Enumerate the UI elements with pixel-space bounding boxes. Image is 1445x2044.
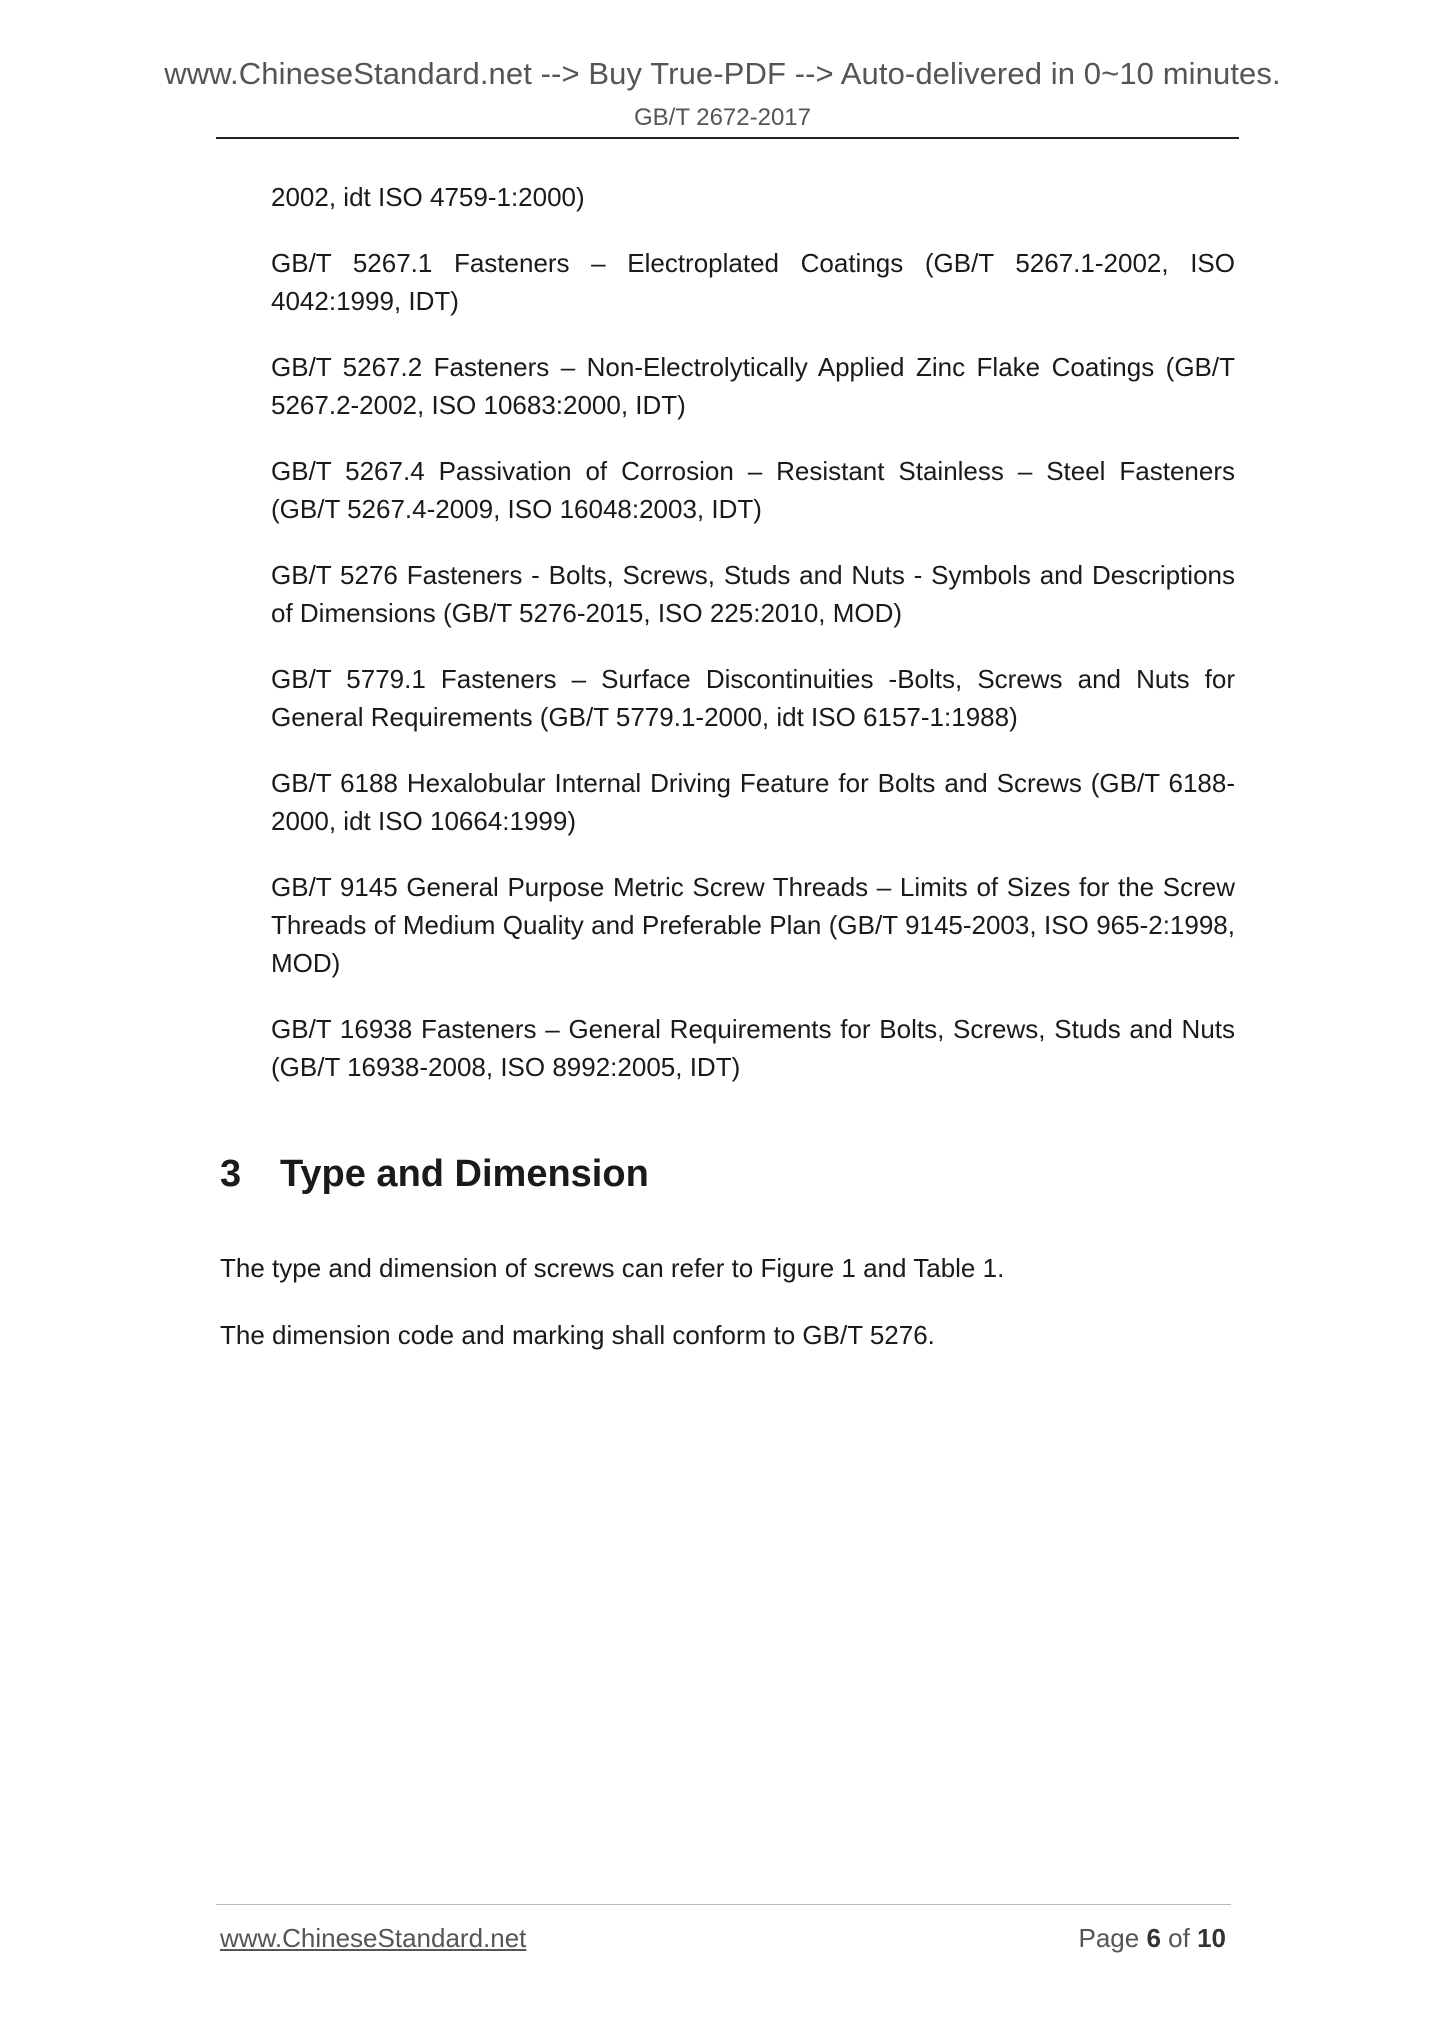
page-current: 6: [1146, 1923, 1161, 1953]
section-title: Type and Dimension: [280, 1153, 649, 1195]
header-divider: [216, 137, 1239, 139]
page-total: 10: [1197, 1923, 1226, 1953]
body-paragraph: The dimension code and marking shall conform to GB/T 5276.: [220, 1320, 935, 1350]
reference-item: GB/T 5267.2 Fasteners – Non-Electrolytically Applied Zinc Flake Coatings (GB/T 5267.2-2002, ISO 10683:2000, IDT): [271, 352, 1235, 420]
section-number: 3: [220, 1153, 242, 1195]
page-indicator: [1078, 1923, 1226, 1954]
page-label: Page: [1078, 1923, 1140, 1953]
reference-item: GB/T 5267.4 Passivation of Corrosion – Resistant Stainless – Steel Fasteners (GB/T 5267.4-2009, ISO 16048:2003, IDT): [271, 456, 1235, 524]
page-of-label: of: [1168, 1923, 1190, 1953]
document-number: GB/T 2672-2017: [633, 104, 811, 131]
normative-references-list: [271, 178, 1235, 1114]
reference-item: 2002, idt ISO 4759-1:2000): [271, 182, 585, 212]
reference-item: GB/T 9145 General Purpose Metric Screw Threads – Limits of Sizes for the Screw Threads of Medium Quality and Preferable Plan (GB/T 9145-2003, ISO 965-2:1998, MOD): [271, 872, 1235, 978]
reference-item: GB/T 5779.1 Fasteners – Surface Discontinuities -Bolts, Screws and Nuts for General Requirements (GB/T 5779.1-2000, idt ISO 6157-1:1988): [271, 664, 1235, 732]
section-heading: [220, 1153, 649, 1196]
footer-divider: [216, 1904, 1231, 1905]
reference-item: GB/T 6188 Hexalobular Internal Driving Feature for Bolts and Screws (GB/T 6188-2000, idt ISO 10664:1999): [271, 768, 1235, 836]
reference-item: GB/T 5267.1 Fasteners – Electroplated Coatings (GB/T 5267.1-2002, ISO 4042:1999, IDT): [271, 248, 1235, 316]
footer-website-link[interactable]: www.ChineseStandard.net: [220, 1923, 527, 1953]
header-banner: www.ChineseStandard.net --> Buy True-PDF --> Auto-delivered in 0~10 minutes.: [164, 56, 1281, 91]
reference-item: GB/T 5276 Fasteners - Bolts, Screws, Studs and Nuts - Symbols and Descriptions of Dimensions (GB/T 5276-2015, ISO 225:2010, MOD): [271, 560, 1235, 628]
body-paragraph: The type and dimension of screws can refer to Figure 1 and Table 1.: [220, 1253, 1005, 1283]
reference-item: GB/T 16938 Fasteners – General Requirements for Bolts, Screws, Studs and Nuts (GB/T 16938-2008, ISO 8992:2005, IDT): [271, 1014, 1235, 1082]
